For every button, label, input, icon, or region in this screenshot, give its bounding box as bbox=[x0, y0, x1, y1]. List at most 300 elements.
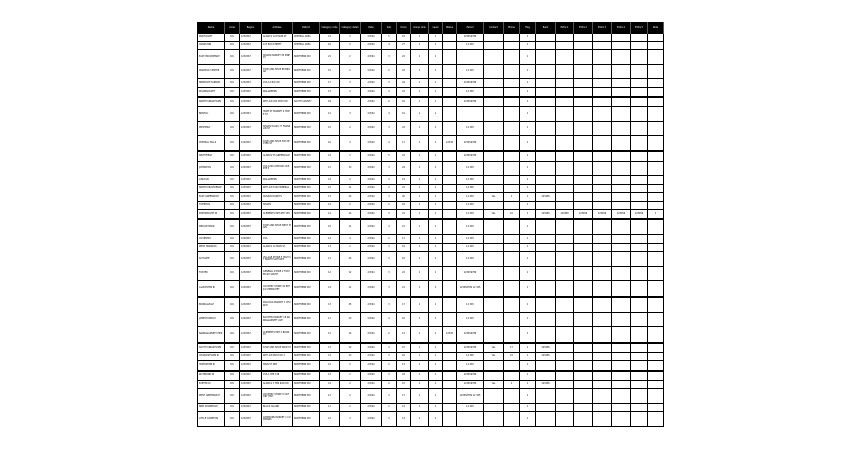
table-cell-e4[interactable] bbox=[612, 34, 631, 41]
table-cell-period[interactable]: 123456789 bbox=[457, 136, 484, 152]
table-cell-phone[interactable] bbox=[504, 281, 520, 297]
table-cell-sub[interactable]: 4 bbox=[382, 136, 397, 152]
table-cell-e4[interactable] bbox=[612, 281, 631, 297]
table-cell-flag[interactable]: 1 bbox=[520, 184, 536, 192]
table-cell-st[interactable] bbox=[443, 121, 457, 135]
table-cell-c2[interactable]: 2 bbox=[340, 121, 361, 135]
table-cell-e3[interactable] bbox=[593, 64, 612, 78]
table-cell-flag[interactable]: 1 bbox=[520, 64, 536, 78]
table-cell-c2[interactable]: 11 bbox=[340, 184, 361, 192]
table-cell-e4[interactable] bbox=[612, 87, 631, 97]
table-cell-c2[interactable]: 3 bbox=[340, 136, 361, 152]
table-cell-period[interactable] bbox=[457, 50, 484, 64]
table-cell-district[interactable]: NORTHERN DIV bbox=[293, 297, 320, 313]
table-cell-e2[interactable] bbox=[574, 50, 593, 64]
table-cell-name[interactable]: GLOCESTER RI bbox=[198, 281, 225, 297]
table-cell-e2[interactable] bbox=[574, 380, 593, 388]
table-cell-e5[interactable] bbox=[631, 389, 648, 403]
table-cell-period[interactable]: 12 345 bbox=[457, 87, 484, 97]
table-cell-c2[interactable]: 13 bbox=[340, 161, 361, 175]
table-cell-region[interactable]: 1234567 bbox=[240, 252, 262, 266]
table-cell-rank[interactable] bbox=[536, 389, 556, 403]
table-row[interactable] bbox=[198, 161, 664, 175]
table-cell-c1[interactable]: 11 bbox=[320, 252, 340, 266]
table-cell-date[interactable]: 2/3/04 bbox=[361, 201, 382, 209]
table-cell-phone[interactable] bbox=[504, 252, 520, 266]
table-cell-phone[interactable]: 1 bbox=[504, 193, 520, 201]
table-cell-note[interactable] bbox=[648, 79, 664, 87]
table-cell-e3[interactable] bbox=[593, 201, 612, 209]
table-cell-name[interactable]: BRISTOL bbox=[198, 107, 225, 121]
table-cell-date[interactable]: 2/3/04 bbox=[361, 389, 382, 403]
table-cell-note[interactable] bbox=[648, 312, 664, 326]
table-cell-date[interactable]: 2/3/04 bbox=[361, 403, 382, 411]
table-cell-contact[interactable] bbox=[484, 107, 504, 121]
table-cell-name[interactable]: PORTSMOUTH RI bbox=[198, 210, 225, 220]
table-cell-score[interactable]: 13 bbox=[397, 361, 411, 371]
table-cell-district[interactable]: NORTHERN DIV bbox=[293, 64, 320, 78]
table-cell-phone[interactable] bbox=[504, 151, 520, 161]
table-cell-c2[interactable]: 11 bbox=[340, 219, 361, 235]
table-cell-period[interactable]: 12 345 bbox=[457, 121, 484, 135]
table-row[interactable] bbox=[198, 403, 664, 411]
table-cell-st[interactable] bbox=[443, 281, 457, 297]
table-cell-score[interactable]: 16 bbox=[397, 97, 411, 107]
table-cell-phone[interactable]: 15 bbox=[504, 352, 520, 360]
table-cell-address[interactable]: STOP AND SHOP MAIN ST bbox=[262, 343, 293, 353]
table-cell-region[interactable]: 1234567 bbox=[240, 371, 262, 381]
table-cell-st[interactable] bbox=[443, 412, 457, 427]
table-cell-g[interactable]: 1 bbox=[411, 193, 429, 201]
table-cell-e3[interactable] bbox=[593, 161, 612, 175]
table-cell-e1[interactable] bbox=[556, 252, 574, 266]
table-cell-c2[interactable]: 3 bbox=[340, 361, 361, 371]
table-cell-period[interactable]: 12 345 bbox=[457, 403, 484, 411]
table-cell-e3[interactable] bbox=[593, 389, 612, 403]
table-cell-sub[interactable]: 2 bbox=[382, 201, 397, 209]
table-cell-address[interactable]: WALGREENS bbox=[262, 176, 293, 184]
table-cell-name[interactable]: NEW SHOREHAM bbox=[198, 403, 225, 411]
table-cell-e2[interactable] bbox=[574, 201, 593, 209]
table-cell-code[interactable]: RI1 bbox=[225, 361, 240, 371]
table-cell-address[interactable]: RITE AID 200 POST RD bbox=[262, 97, 293, 107]
table-cell-e1[interactable] bbox=[556, 41, 574, 49]
table-cell-sub[interactable]: 3 bbox=[382, 193, 397, 201]
table-cell-e4[interactable] bbox=[612, 266, 631, 280]
table-cell-e3[interactable] bbox=[593, 97, 612, 107]
table-cell-district[interactable]: NORTHERN DIV bbox=[293, 121, 320, 135]
table-cell-district[interactable]: NORTHERN DIV bbox=[293, 343, 320, 353]
table-cell-code[interactable]: RI1 bbox=[225, 412, 240, 427]
table-cell-date[interactable]: 2/3/04 bbox=[361, 297, 382, 313]
table-cell-c1[interactable]: 13 bbox=[320, 243, 340, 251]
table-cell-phone[interactable] bbox=[504, 97, 520, 107]
table-cell-e2[interactable] bbox=[574, 97, 593, 107]
table-cell-e1[interactable]: 123456 bbox=[556, 210, 574, 220]
table-cell-st[interactable] bbox=[443, 193, 457, 201]
table-row[interactable] bbox=[198, 281, 664, 297]
table-cell-e4[interactable] bbox=[612, 50, 631, 64]
table-cell-c1[interactable]: 14 bbox=[320, 352, 340, 360]
table-row[interactable] bbox=[198, 252, 664, 266]
table-cell-c2[interactable]: 2 bbox=[340, 176, 361, 184]
table-cell-date[interactable]: 2/3/04 bbox=[361, 136, 382, 152]
table-cell-flag[interactable]: 1 bbox=[520, 297, 536, 313]
table-cell-contact[interactable] bbox=[484, 176, 504, 184]
table-cell-rank[interactable] bbox=[536, 79, 556, 87]
table-cell-rank[interactable] bbox=[536, 235, 556, 243]
table-cell-e5[interactable] bbox=[631, 176, 648, 184]
table-cell-contact[interactable] bbox=[484, 64, 504, 78]
table-cell-date[interactable]: 2/3/04 bbox=[361, 79, 382, 87]
table-cell-period[interactable]: 12 345 bbox=[457, 352, 484, 360]
table-cell-period[interactable]: 123456789 bbox=[457, 343, 484, 353]
table-cell-e1[interactable] bbox=[556, 176, 574, 184]
table-cell-address[interactable]: CLEMENTS MKT RTE 138 bbox=[262, 210, 293, 220]
table-cell-l[interactable]: 1 bbox=[429, 151, 443, 161]
table-cell-e2[interactable] bbox=[574, 403, 593, 411]
table-cell-district[interactable]: CENTRAL AREA bbox=[293, 41, 320, 49]
column-header[interactable]: Note bbox=[648, 23, 664, 35]
table-cell-code[interactable]: RI1 bbox=[225, 50, 240, 64]
table-cell-sub[interactable]: 3 bbox=[382, 389, 397, 403]
table-cell-e3[interactable] bbox=[593, 235, 612, 243]
table-cell-e3[interactable] bbox=[593, 352, 612, 360]
table-row[interactable] bbox=[198, 297, 664, 313]
table-cell-e2[interactable] bbox=[574, 281, 593, 297]
table-cell-address[interactable]: STOP AND SHOP 88 BROAD bbox=[262, 64, 293, 78]
table-cell-score[interactable]: 19 bbox=[397, 176, 411, 184]
column-header[interactable]: Sub bbox=[382, 23, 397, 35]
table-cell-name[interactable]: JOHNSTON bbox=[198, 161, 225, 175]
column-header[interactable]: Date bbox=[361, 23, 382, 35]
table-cell-sub[interactable]: 3 bbox=[382, 297, 397, 313]
table-cell-phone[interactable] bbox=[504, 361, 520, 371]
table-cell-contact[interactable] bbox=[484, 243, 504, 251]
table-cell-e3[interactable] bbox=[593, 243, 612, 251]
table-cell-e3[interactable] bbox=[593, 252, 612, 266]
table-cell-region[interactable]: 1234567 bbox=[240, 352, 262, 360]
table-cell-period[interactable]: 123456789 bbox=[457, 371, 484, 381]
table-cell-e3[interactable] bbox=[593, 121, 612, 135]
table-cell-e1[interactable] bbox=[556, 243, 574, 251]
table-cell-sub[interactable]: 3 bbox=[382, 50, 397, 64]
table-cell-district[interactable]: NORTHERN DIV bbox=[293, 176, 320, 184]
table-cell-address[interactable]: WALGREENS bbox=[262, 87, 293, 97]
table-cell-l[interactable]: 1 bbox=[429, 266, 443, 280]
table-cell-score[interactable]: 15 bbox=[397, 343, 411, 353]
table-cell-e4[interactable] bbox=[612, 41, 631, 49]
table-cell-sub[interactable]: 2 bbox=[382, 327, 397, 343]
table-cell-e4[interactable] bbox=[612, 389, 631, 403]
table-cell-e2[interactable] bbox=[574, 412, 593, 427]
table-cell-contact[interactable] bbox=[484, 184, 504, 192]
table-cell-phone[interactable] bbox=[504, 412, 520, 427]
table-cell-contact[interactable] bbox=[484, 371, 504, 381]
table-cell-phone[interactable] bbox=[504, 327, 520, 343]
table-cell-c2[interactable]: 24 bbox=[340, 252, 361, 266]
table-cell-name[interactable]: JAMESTOWN RI bbox=[198, 312, 225, 326]
table-cell-period[interactable]: 12 345 bbox=[457, 235, 484, 243]
table-cell-c1[interactable]: 13 bbox=[320, 193, 340, 201]
column-header[interactable]: Category detail bbox=[340, 23, 361, 35]
table-row[interactable] bbox=[198, 327, 664, 343]
table-cell-phone[interactable] bbox=[504, 50, 520, 64]
table-row[interactable] bbox=[198, 380, 664, 388]
table-cell-l[interactable]: 1 bbox=[429, 41, 443, 49]
table-cell-e2[interactable] bbox=[574, 87, 593, 97]
table-cell-c2[interactable]: 13 bbox=[340, 352, 361, 360]
table-cell-e1[interactable] bbox=[556, 380, 574, 388]
table-cell-contact[interactable] bbox=[484, 361, 504, 371]
table-cell-address[interactable]: ALMACS 12 MAIN ST bbox=[262, 243, 293, 251]
table-cell-e1[interactable] bbox=[556, 403, 574, 411]
table-row[interactable] bbox=[198, 34, 664, 41]
table-cell-district[interactable]: NORTHERN DIV bbox=[293, 361, 320, 371]
table-cell-g[interactable]: 1 bbox=[411, 184, 429, 192]
table-cell-region[interactable]: 1234567 bbox=[240, 312, 262, 326]
table-cell-phone[interactable] bbox=[504, 87, 520, 97]
table-cell-region[interactable]: 1234567 bbox=[240, 151, 262, 161]
table-cell-phone[interactable] bbox=[504, 403, 520, 411]
table-cell-e2[interactable] bbox=[574, 107, 593, 121]
table-cell-st[interactable] bbox=[443, 97, 457, 107]
table-cell-c2[interactable]: 2 bbox=[340, 50, 361, 64]
table-cell-date[interactable]: 2/3/04 bbox=[361, 50, 382, 64]
table-cell-rank[interactable] bbox=[536, 41, 556, 49]
table-cell-st[interactable] bbox=[443, 219, 457, 235]
table-cell-phone[interactable] bbox=[504, 389, 520, 403]
table-cell-e3[interactable] bbox=[593, 107, 612, 121]
column-header[interactable]: Code bbox=[225, 23, 240, 35]
table-cell-l[interactable]: 1 bbox=[429, 297, 443, 313]
table-cell-code[interactable]: RI1 bbox=[225, 281, 240, 297]
table-cell-rank[interactable] bbox=[536, 281, 556, 297]
table-cell-e4[interactable] bbox=[612, 64, 631, 78]
table-cell-e4[interactable] bbox=[612, 79, 631, 87]
table-cell-e5[interactable] bbox=[631, 352, 648, 360]
table-cell-name[interactable]: NORTH PROVIDENCE bbox=[198, 184, 225, 192]
table-cell-e2[interactable]: 123456 bbox=[574, 210, 593, 220]
table-cell-date[interactable]: 2/3/04 bbox=[361, 327, 382, 343]
table-cell-name[interactable]: PAWTUCKET bbox=[198, 34, 225, 41]
table-cell-e4[interactable] bbox=[612, 107, 631, 121]
table-cell-st[interactable] bbox=[443, 210, 457, 220]
table-cell-c2[interactable]: 14 bbox=[340, 210, 361, 220]
table-cell-date[interactable]: 2/3/04 bbox=[361, 184, 382, 192]
table-cell-st[interactable] bbox=[443, 34, 457, 41]
table-cell-sub[interactable]: 2 bbox=[382, 412, 397, 427]
table-cell-sub[interactable]: 3 bbox=[382, 281, 397, 297]
table-cell-e2[interactable] bbox=[574, 176, 593, 184]
table-cell-st[interactable] bbox=[443, 87, 457, 97]
table-cell-rank[interactable] bbox=[536, 50, 556, 64]
table-cell-e1[interactable] bbox=[556, 343, 574, 353]
table-cell-phone[interactable] bbox=[504, 34, 520, 41]
table-cell-rank[interactable] bbox=[536, 161, 556, 175]
table-cell-code[interactable]: RI1 bbox=[225, 243, 240, 251]
table-cell-address[interactable]: RITE AID 1500 MINERAL bbox=[262, 184, 293, 192]
table-cell-district[interactable]: NORTHERN DIV bbox=[293, 193, 320, 201]
table-cell-st[interactable] bbox=[443, 41, 457, 49]
table-cell-c1[interactable]: 14 bbox=[320, 210, 340, 220]
table-cell-g[interactable]: 1 bbox=[411, 87, 429, 97]
table-cell-region[interactable]: 1234567 bbox=[240, 201, 262, 209]
table-cell-phone[interactable] bbox=[504, 79, 520, 87]
table-cell-c1[interactable]: 12 bbox=[320, 266, 340, 280]
table-cell-sub[interactable]: 2 bbox=[382, 235, 397, 243]
table-cell-address[interactable]: PASCOAG MARKET 7 CHURCH bbox=[262, 297, 293, 313]
table-cell-e4[interactable] bbox=[612, 352, 631, 360]
table-cell-c2[interactable]: 2 bbox=[340, 87, 361, 97]
table-cell-e4[interactable] bbox=[612, 193, 631, 201]
table-row[interactable] bbox=[198, 412, 664, 427]
table-cell-note[interactable] bbox=[648, 219, 664, 235]
table-cell-st[interactable] bbox=[443, 403, 457, 411]
table-cell-region[interactable]: 1234567 bbox=[240, 41, 262, 49]
table-cell-flag[interactable]: 1 bbox=[520, 219, 536, 235]
table-cell-e4[interactable] bbox=[612, 343, 631, 353]
table-cell-region[interactable]: 1234567 bbox=[240, 243, 262, 251]
table-cell-g[interactable]: 1 bbox=[411, 151, 429, 161]
table-cell-rank[interactable] bbox=[536, 219, 556, 235]
table-cell-c1[interactable]: 13 bbox=[320, 343, 340, 353]
table-cell-l[interactable]: 1 bbox=[429, 87, 443, 97]
table-row[interactable] bbox=[198, 136, 664, 152]
table-cell-district[interactable]: NORTHERN DIV bbox=[293, 107, 320, 121]
table-cell-name[interactable]: COVENTRY bbox=[198, 235, 225, 243]
table-cell-address[interactable]: COMMONS MARKET 1 COMMONS bbox=[262, 412, 293, 427]
table-cell-score[interactable]: 24 bbox=[397, 79, 411, 87]
table-cell-l[interactable]: 1 bbox=[429, 243, 443, 251]
table-cell-region[interactable]: 1234567 bbox=[240, 389, 262, 403]
table-cell-note[interactable] bbox=[648, 34, 664, 41]
table-cell-name[interactable]: NARRAGANSETT PIER bbox=[198, 327, 225, 343]
table-cell-c2[interactable]: 3 bbox=[340, 79, 361, 87]
table-cell-e1[interactable] bbox=[556, 297, 574, 313]
table-cell-period[interactable]: 12 345 bbox=[457, 64, 484, 78]
table-cell-date[interactable]: 2/3/04 bbox=[361, 87, 382, 97]
column-header[interactable]: Phone bbox=[504, 23, 520, 35]
table-cell-c1[interactable]: 16 bbox=[320, 136, 340, 152]
column-header[interactable]: Extra 2 bbox=[574, 23, 593, 35]
table-row[interactable] bbox=[198, 352, 664, 360]
table-cell-code[interactable]: RI1 bbox=[225, 235, 240, 243]
table-cell-l[interactable]: 1 bbox=[429, 107, 443, 121]
table-cell-e1[interactable] bbox=[556, 201, 574, 209]
table-cell-c1[interactable]: 11 bbox=[320, 161, 340, 175]
table-cell-note[interactable] bbox=[648, 87, 664, 97]
table-cell-flag[interactable]: 1 bbox=[520, 79, 536, 87]
table-cell-e3[interactable] bbox=[593, 312, 612, 326]
table-cell-g[interactable]: 1 bbox=[411, 281, 429, 297]
table-cell-g[interactable]: 1 bbox=[411, 50, 429, 64]
table-cell-g[interactable]: 1 bbox=[411, 343, 429, 353]
table-cell-flag[interactable]: 1 bbox=[520, 50, 536, 64]
table-cell-district[interactable]: NORTHERN DIV bbox=[293, 184, 320, 192]
table-cell-address[interactable]: VILLAGE STORE 5 HIGH ST NORTH SCITUATE bbox=[262, 252, 293, 266]
table-cell-phone[interactable] bbox=[504, 107, 520, 121]
table-cell-region[interactable]: 1234567 bbox=[240, 327, 262, 343]
table-cell-period[interactable]: 123456789 bbox=[457, 97, 484, 107]
table-cell-e1[interactable] bbox=[556, 281, 574, 297]
table-cell-date[interactable]: 2/3/04 bbox=[361, 371, 382, 381]
table-cell-date[interactable]: 2/3/04 bbox=[361, 235, 382, 243]
table-cell-rank[interactable] bbox=[536, 361, 556, 371]
table-row[interactable] bbox=[198, 343, 664, 353]
table-cell-g[interactable]: 1 bbox=[411, 266, 429, 280]
table-cell-code[interactable]: RI1 bbox=[225, 327, 240, 343]
table-cell-sub[interactable]: 4 bbox=[382, 312, 397, 326]
table-cell-c1[interactable]: 12 bbox=[320, 107, 340, 121]
table-row[interactable] bbox=[198, 97, 664, 107]
table-cell-sub[interactable]: 2 bbox=[382, 380, 397, 388]
table-cell-c2[interactable]: 2 bbox=[340, 64, 361, 78]
table-cell-code[interactable]: RI1 bbox=[225, 252, 240, 266]
table-cell-sub[interactable]: 4 bbox=[382, 41, 397, 49]
table-cell-l[interactable]: 1 bbox=[429, 176, 443, 184]
table-cell-score[interactable]: 27 bbox=[397, 41, 411, 49]
table-cell-c2[interactable]: 2 bbox=[340, 243, 361, 251]
table-cell-g[interactable]: 1 bbox=[411, 389, 429, 403]
table-cell-g[interactable]: 1 bbox=[411, 352, 429, 360]
table-cell-e1[interactable] bbox=[556, 97, 574, 107]
table-cell-note[interactable] bbox=[648, 297, 664, 313]
table-cell-period[interactable]: 12 345 bbox=[457, 243, 484, 251]
table-cell-g[interactable]: 1 bbox=[411, 79, 429, 87]
table-cell-g[interactable]: 1 bbox=[411, 34, 429, 41]
table-cell-phone[interactable] bbox=[504, 201, 520, 209]
table-cell-e2[interactable] bbox=[574, 79, 593, 87]
table-cell-g[interactable]: 1 bbox=[411, 327, 429, 343]
table-cell-period[interactable]: 12 345 bbox=[457, 184, 484, 192]
column-header[interactable]: Score bbox=[397, 23, 411, 35]
table-cell-st[interactable] bbox=[443, 352, 457, 360]
table-row[interactable] bbox=[198, 210, 664, 220]
table-cell-score[interactable]: 21 bbox=[397, 219, 411, 235]
table-cell-phone[interactable]: 10 bbox=[504, 210, 520, 220]
table-cell-region[interactable]: 1234567 bbox=[240, 380, 262, 388]
table-row[interactable] bbox=[198, 176, 664, 184]
table-cell-e1[interactable] bbox=[556, 412, 574, 427]
table-cell-phone[interactable] bbox=[504, 297, 520, 313]
table-cell-flag[interactable]: 1 bbox=[520, 176, 536, 184]
table-cell-phone[interactable] bbox=[504, 371, 520, 381]
table-cell-district[interactable]: NORTHERN DIV bbox=[293, 79, 320, 87]
table-cell-e3[interactable] bbox=[593, 176, 612, 184]
table-cell-address[interactable]: SHAWS PLAZA 77 FRANKLIN ST bbox=[262, 121, 293, 135]
table-cell-contact[interactable] bbox=[484, 50, 504, 64]
table-cell-e1[interactable] bbox=[556, 121, 574, 135]
table-cell-e4[interactable] bbox=[612, 184, 631, 192]
table-cell-contact[interactable] bbox=[484, 161, 504, 175]
table-cell-phone[interactable]: 17 bbox=[504, 343, 520, 353]
table-cell-e5[interactable] bbox=[631, 219, 648, 235]
table-cell-rank[interactable] bbox=[536, 252, 556, 266]
table-cell-flag[interactable]: 1 bbox=[520, 193, 536, 201]
table-cell-e3[interactable] bbox=[593, 403, 612, 411]
table-cell-date[interactable]: 2/3/04 bbox=[361, 312, 382, 326]
table-cell-code[interactable]: RI1 bbox=[225, 297, 240, 313]
table-cell-e1[interactable] bbox=[556, 312, 574, 326]
table-cell-period[interactable] bbox=[457, 107, 484, 121]
table-cell-e5[interactable]: 123456 bbox=[631, 210, 648, 220]
table-cell-e5[interactable] bbox=[631, 281, 648, 297]
table-cell-date[interactable]: 2/3/04 bbox=[361, 281, 382, 297]
table-cell-period[interactable]: 123456789 bbox=[457, 380, 484, 388]
table-cell-district[interactable]: NORTHERN DIV bbox=[293, 87, 320, 97]
table-cell-e2[interactable] bbox=[574, 327, 593, 343]
